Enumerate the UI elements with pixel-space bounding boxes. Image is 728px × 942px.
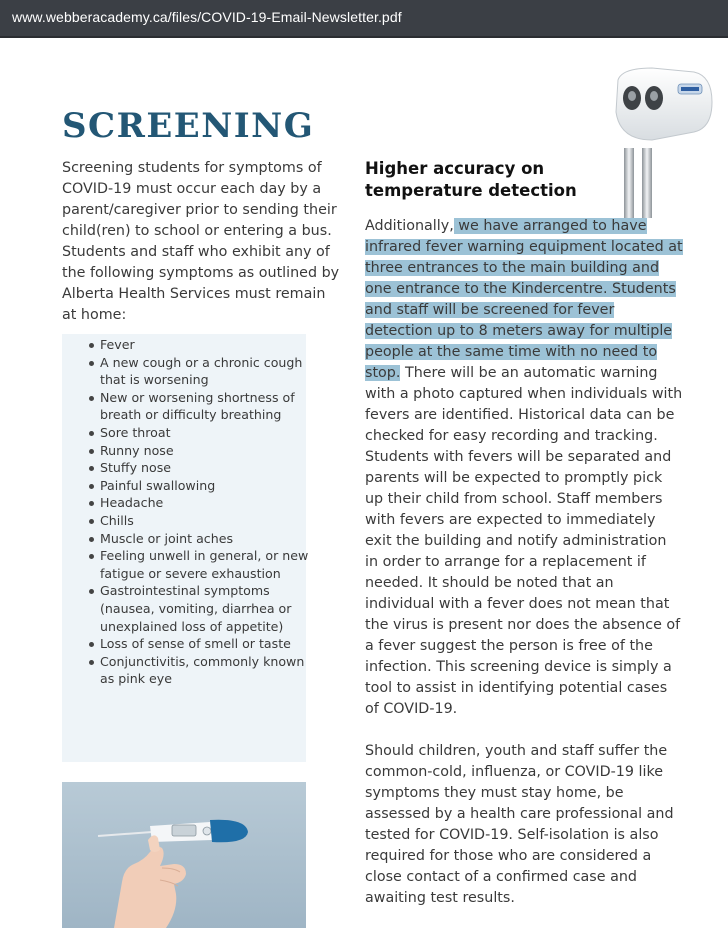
paragraph-lead: Additionally, (365, 218, 454, 234)
symptom-item: Fever (100, 336, 314, 354)
symptom-item: Loss of sense of smell or taste (100, 635, 314, 653)
fever-scanner-device-icon (612, 66, 716, 218)
symptom-item: Gastrointestinal symptoms (nausea, vomiting, diarrhea or unexplained loss of appetite) (100, 582, 314, 635)
thermometer-photo (62, 782, 306, 928)
paragraph-rest: There will be an automatic warning with a photo captured when individuals with fevers are identified. Historical data can be checked for easy recording and tracking. Students with fevers will be separated and parents will be expected to promptly pick up their child from school. Staff members with fevers are expected to immediately exit the building and notify administration in order to arrange for a replacement if needed. It should be noted that an individual with a fever does not mean that the virus is present nor does the absence of a fever suggest the person is free of the infection. This screening device is simply a tool to assist in identifying potential cases of COVID-19. (365, 365, 683, 717)
symptom-item: A new cough or a chronic cough that is worsening (100, 354, 314, 389)
symptom-list-box (62, 334, 309, 762)
symptom-item: Chills (100, 512, 314, 530)
detection-heading: Higher accuracy on temperature detection (365, 159, 577, 200)
screening-heading: SCREENING (62, 106, 315, 146)
pdf-page (0, 38, 728, 942)
symptom-item: Painful swallowing (100, 477, 314, 495)
symptom-list (62, 336, 314, 688)
symptom-item: Feeling unwell in general, or new fatigue or severe exhaustion (100, 547, 314, 582)
symptom-item: New or worsening shortness of breath or difficulty breathing (100, 389, 314, 424)
symptom-item: Conjunctivitis, commonly known as pink eye (100, 653, 314, 688)
symptom-item: Sore throat (100, 424, 314, 442)
thermometer-hand-illustration (62, 782, 306, 928)
symptom-item: Stuffy nose (100, 459, 314, 477)
hand-icon (114, 835, 186, 928)
browser-title-bar (0, 0, 728, 38)
screening-intro: Screening students for symptoms of COVID-19 must occur each day by a parent/caregiver prior to sending their child(ren) to school or entering a bus. Students and staff who exhibit any of the following symptoms as outlined by Alberta Health Services must remain at home: (62, 160, 340, 323)
symptom-item: Runny nose (100, 442, 314, 460)
detection-paragraph-2: Should children, youth and staff suffer the common-cold, influenza, or COVID-19 like symptoms they must stay home, be assessed by a health care professional and tested for COVID-19. Self-isolation is also required for those who are considered a close contact of a confirmed case and awaiting test results. (365, 743, 674, 906)
detection-body (365, 216, 683, 909)
highlighted-text[interactable]: we have arranged to have infrared fever warning equipment located at three entrances to the main building and one entrance to the Kindercentre. Students and staff will be screened for fever detection up to 8 meters away for multiple people at the same time with no need to stop. (365, 218, 683, 381)
detection-paragraph-1 (365, 216, 683, 720)
symptom-item: Muscle or joint aches (100, 530, 314, 548)
symptom-item: Headache (100, 494, 314, 512)
url-text[interactable]: www.webberacademy.ca/files/COVID-19-Email-Newsletter.pdf (12, 9, 402, 25)
thermometer-icon (98, 820, 248, 843)
